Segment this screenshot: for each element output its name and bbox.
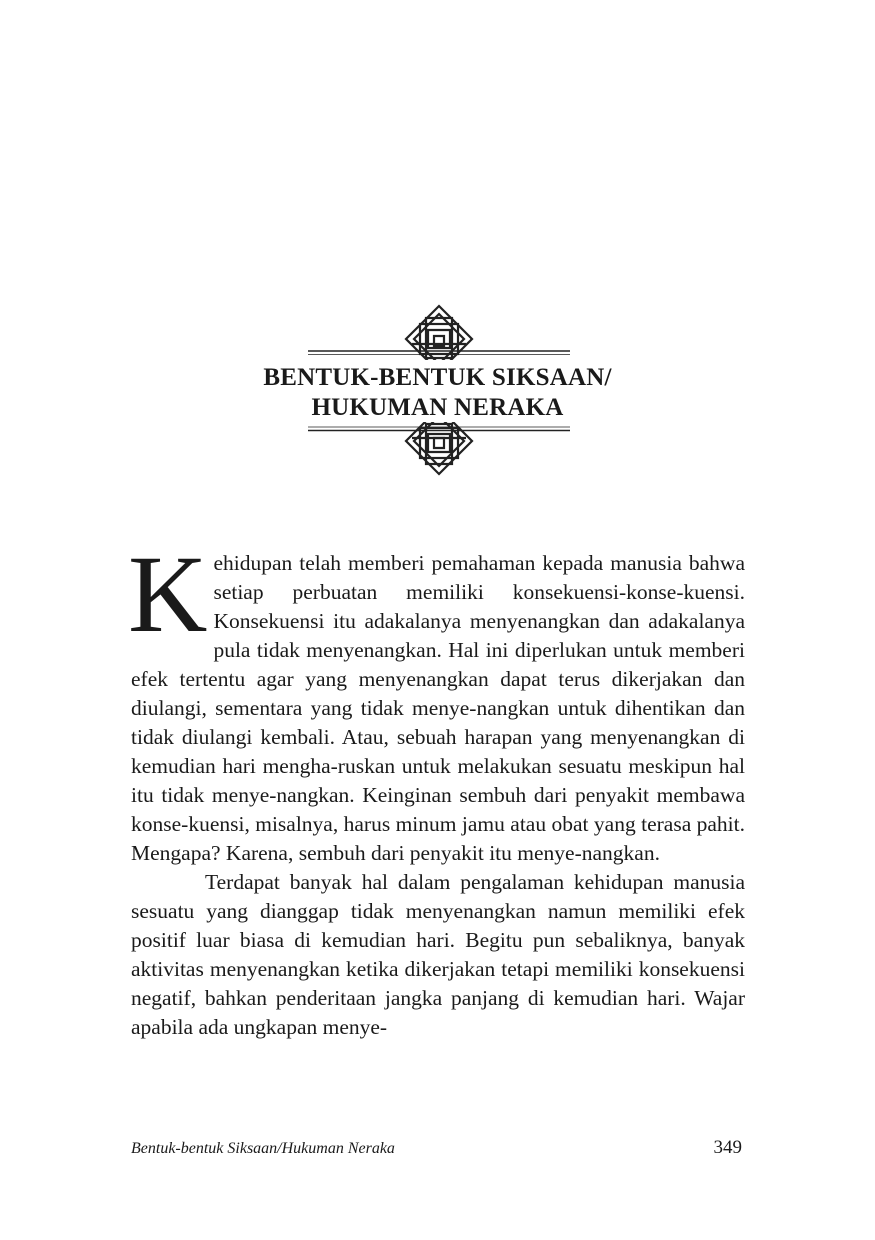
ornament-knot-icon (308, 304, 570, 360)
chapter-title-line-1: BENTUK-BENTUK SIKSAAN/ (263, 364, 612, 391)
paragraph-2: Terdapat banyak hal dalam pengalaman kehidupan manusia sesuatu yang dianggap tidak menyenangkan namun memiliki efek positif luar biasa di kemudian hari. Begitu pun sebaliknya, banyak aktivitas menyenangkan ketika dikerjakan tetapi memiliki konsekuensi negatif, bahkan penderitaan jangka panjang di kemudian hari. Wajar apabila ada ungkapan menye- (131, 870, 745, 1039)
top-ornament (308, 304, 570, 360)
bottom-ornament (308, 422, 570, 476)
chapter-title-line-2: HUKUMAN NERAKA (311, 394, 564, 421)
paragraph-1-text: ehidupan telah memberi pemahaman kepada manusia bahwa setiap perbuatan memiliki konsekuensi-konse-kuensi. Konsekuensi itu adakalanya menyenangkan dan adakalanya pula tidak menyenangkan. Hal ini diperlukan untuk memberi efek tertentu agar yang menyenangkan dapat terus dikerjakan dan diulangi, sementara yang tidak menye-nangkan untuk dihentikan dan tidak diulangi kembali. Atau, sebuah harapan yang menyenangkan di kemudian hari mengha-ruskan untuk melakukan sesuatu meskipun hal itu tidak menye-nangkan. Keinginan sembuh dari penyakit membawa konse-kuensi, misalnya, harus minum jamu atau obat yang terasa pahit. Mengapa? Karena, sembuh dari penyakit itu menye-nangkan. (131, 551, 745, 865)
chapter-body (128, 533, 745, 1042)
ornament-knot-icon (308, 422, 570, 476)
chapter-title (130, 363, 745, 423)
drop-cap: K (128, 533, 208, 655)
paragraph-1 (128, 533, 745, 868)
page-number: 349 (713, 1137, 742, 1158)
running-footer-title: Bentuk-bentuk Siksaan/Hukuman Neraka (131, 1140, 395, 1157)
